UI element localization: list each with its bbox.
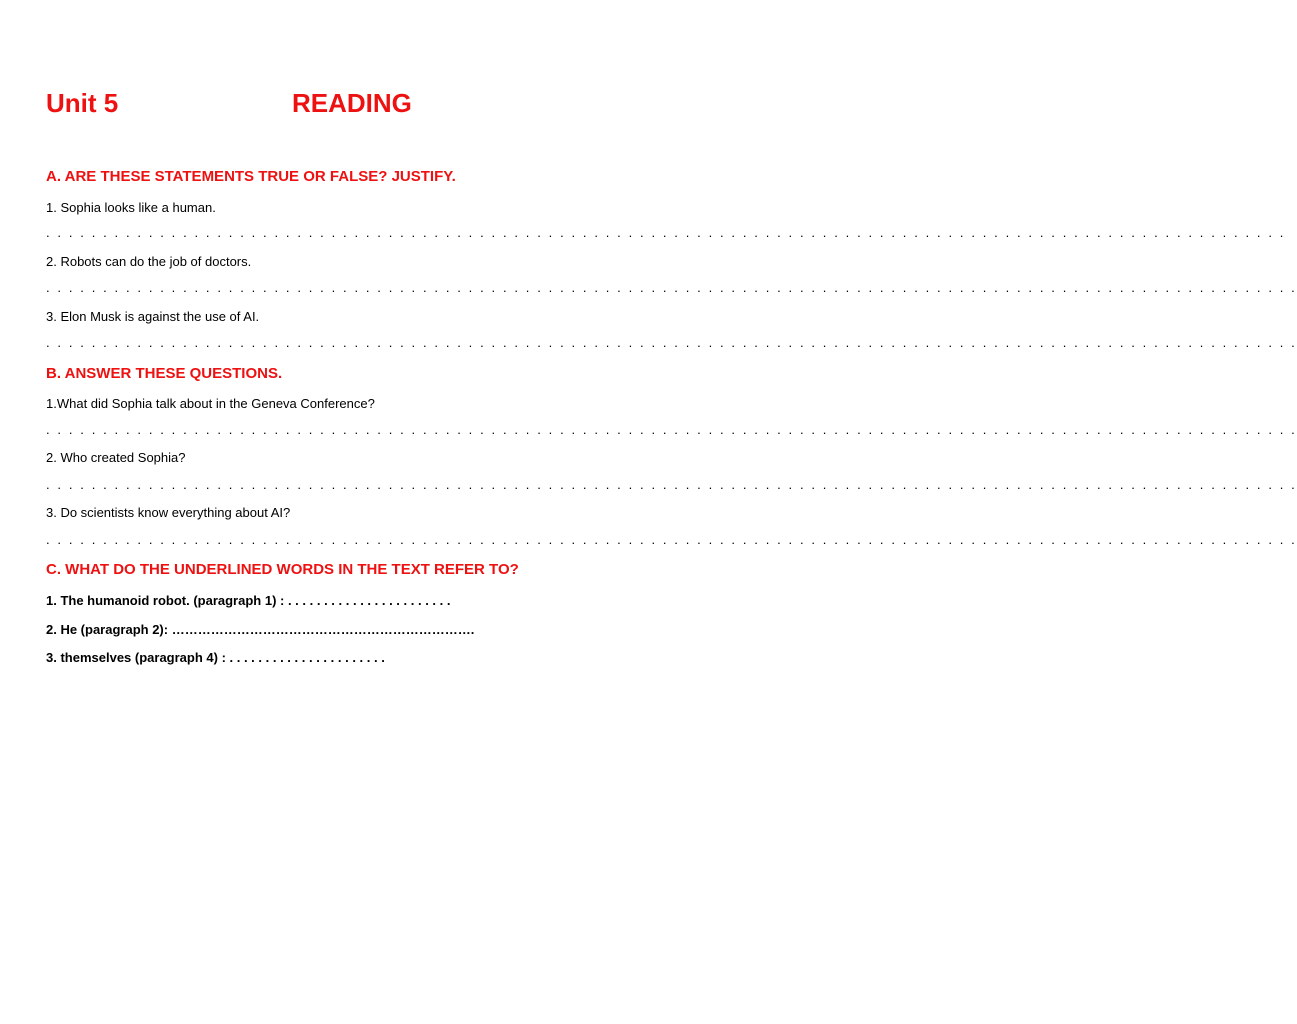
section-a-question-1: 1. Sophia looks like a human. [46, 200, 216, 215]
section-b-answer-line-1[interactable]: . . . . . . . . . . . . . . . . . . . . . . . . . . . . . . . . . . . . . . . . . . . . . . . . . . . . . . . . . . . . . . . . . . . . . . . . . . . . . . . . . . . . . . . . . . . . . . . . . . . . . . . . . . . . . . [46, 422, 1297, 437]
unit-title: Unit 5 [46, 88, 119, 118]
section-b-question-1: 1.What did Sophia talk about in the Geneva Conference? [46, 396, 375, 411]
section-b-question-2: 2. Who created Sophia? [46, 450, 186, 465]
section-c-item-3: 3. themselves (paragraph 4) : . . . . . . . . . . . . . . . . . . . . . . [46, 650, 385, 665]
section-b-question-3: 3. Do scientists know everything about AI? [46, 505, 291, 520]
section-b-heading: B. ANSWER THESE QUESTIONS. [46, 365, 283, 382]
section-a-question-3: 3. Elon Musk is against the use of AI. [46, 309, 260, 324]
section-a-answer-line-3[interactable]: . . . . . . . . . . . . . . . . . . . . . . . . . . . . . . . . . . . . . . . . . . . . . . . . . . . . . . . . . . . . . . . . . . . . . . . . . . . . . . . . . . . . . . . . . . . . . . . . . . . . . . . . . . . . . . [46, 335, 1297, 350]
section-c-item-1: 1. The humanoid robot. (paragraph 1) : . . . . . . . . . . . . . . . . . . . . . . . [46, 593, 451, 608]
section-c-heading: C. WHAT DO THE UNDERLINED WORDS IN THE TEXT REFER TO? [46, 561, 519, 578]
section-a-heading: A. ARE THESE STATEMENTS TRUE OR FALSE? JUSTIFY. [46, 168, 456, 185]
section-a-answer-line-1[interactable]: . . . . . . . . . . . . . . . . . . . . . . . . . . . . . . . . . . . . . . . . . . . . . . . . . . . . . . . . . . . . . . . . . . . . . . . . . . . . . . . . . . . . . . . . . . . . . . . . . . . . . . . . . . . . . [46, 225, 1286, 240]
section-c-item-2: 2. He (paragraph 2): ……………………………………………………………. [46, 622, 475, 637]
page-title: READING [292, 88, 412, 118]
section-b-answer-line-3[interactable]: . . . . . . . . . . . . . . . . . . . . . . . . . . . . . . . . . . . . . . . . . . . . . . . . . . . . . . . . . . . . . . . . . . . . . . . . . . . . . . . . . . . . . . . . . . . . . . . . . . . . . . . . . . . . . . [46, 532, 1297, 547]
section-b-answer-line-2[interactable]: . . . . . . . . . . . . . . . . . . . . . . . . . . . . . . . . . . . . . . . . . . . . . . . . . . . . . . . . . . . . . . . . . . . . . . . . . . . . . . . . . . . . . . . . . . . . . . . . . . . . . . . . . . . . . . [46, 477, 1297, 492]
section-a-question-2: 2. Robots can do the job of doctors. [46, 254, 252, 269]
section-a-answer-line-2[interactable]: . . . . . . . . . . . . . . . . . . . . . . . . . . . . . . . . . . . . . . . . . . . . . . . . . . . . . . . . . . . . . . . . . . . . . . . . . . . . . . . . . . . . . . . . . . . . . . . . . . . . . . . . . . . . . . [46, 280, 1297, 295]
